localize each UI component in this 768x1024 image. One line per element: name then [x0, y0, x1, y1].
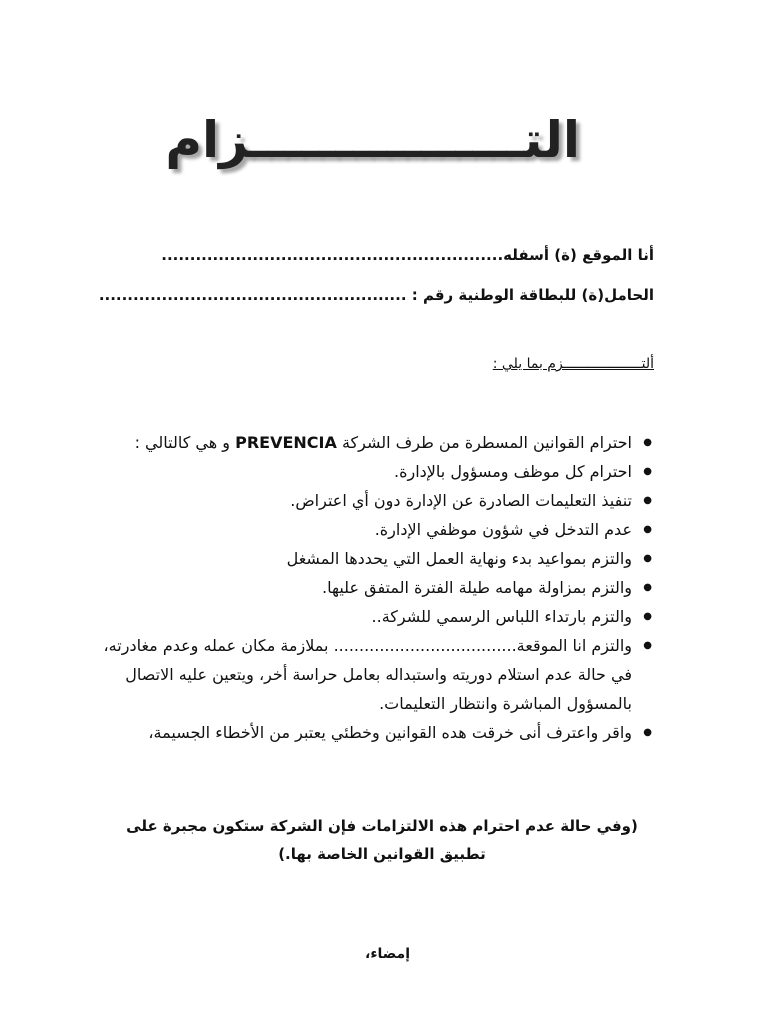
list-item: ● عدم التدخل في شؤون موظفي الإدارة. [92, 515, 632, 544]
declaration-line: أنا الموقع (ة) أسفله............................................................ [161, 246, 654, 264]
list-item: ● والتزم بمزاولة مهامه طيلة الفترة المتفق عليها. [92, 573, 632, 602]
list-item [92, 428, 632, 457]
list-item: ● والتزم انا الموقعة.................................... بملازمة مكان عمله وعدم مغادرته، في حالة عدم استلام دوريته واستبداله بعامل حراسة أخر، ويتعين عليه الاتصال بالمسؤول المباشرة وانتظار التعليمات. [92, 631, 632, 718]
commitment-heading: ألتـــــــــــــــــــزم بما يلي : [492, 356, 654, 372]
commitment-list [92, 428, 654, 747]
list-item: ● واقر واعترف أنى خرقت هده القوانين وخطئي يعتبر من الأخطاء الجسيمة، [92, 718, 632, 747]
company-name: PREVENCIA [235, 433, 337, 452]
list-item: ● تنفيذ التعليمات الصادرة عن الإدارة دون أي اعتراض. [92, 486, 632, 515]
list-item: ● والتزم بارتداء اللباس الرسمي للشركة.. [92, 602, 632, 631]
document-title: التــــــــــــــــزام [165, 111, 580, 169]
list-item: ● والتزم بمواعيد بدء ونهاية العمل التي يحددها المشغل [92, 544, 632, 573]
national-id-line: الحامل(ة) للبطاقة الوطنية رقم : ...................................................... [98, 286, 654, 304]
closing-note: (وفي حالة عدم احترام هذه الالتزامات فإن الشركة ستكون مجبرة على تطبيق القوانين الخاصة بها.) [126, 817, 638, 863]
signature-label: إمضاء، [365, 946, 410, 962]
item-text: و هي كالتالي : [134, 433, 230, 452]
item-text: احترام القوانين المسطرة من طرف الشركة [336, 433, 632, 452]
list-item: ● احترام كل موظف ومسؤول بالإدارة. [92, 457, 632, 486]
